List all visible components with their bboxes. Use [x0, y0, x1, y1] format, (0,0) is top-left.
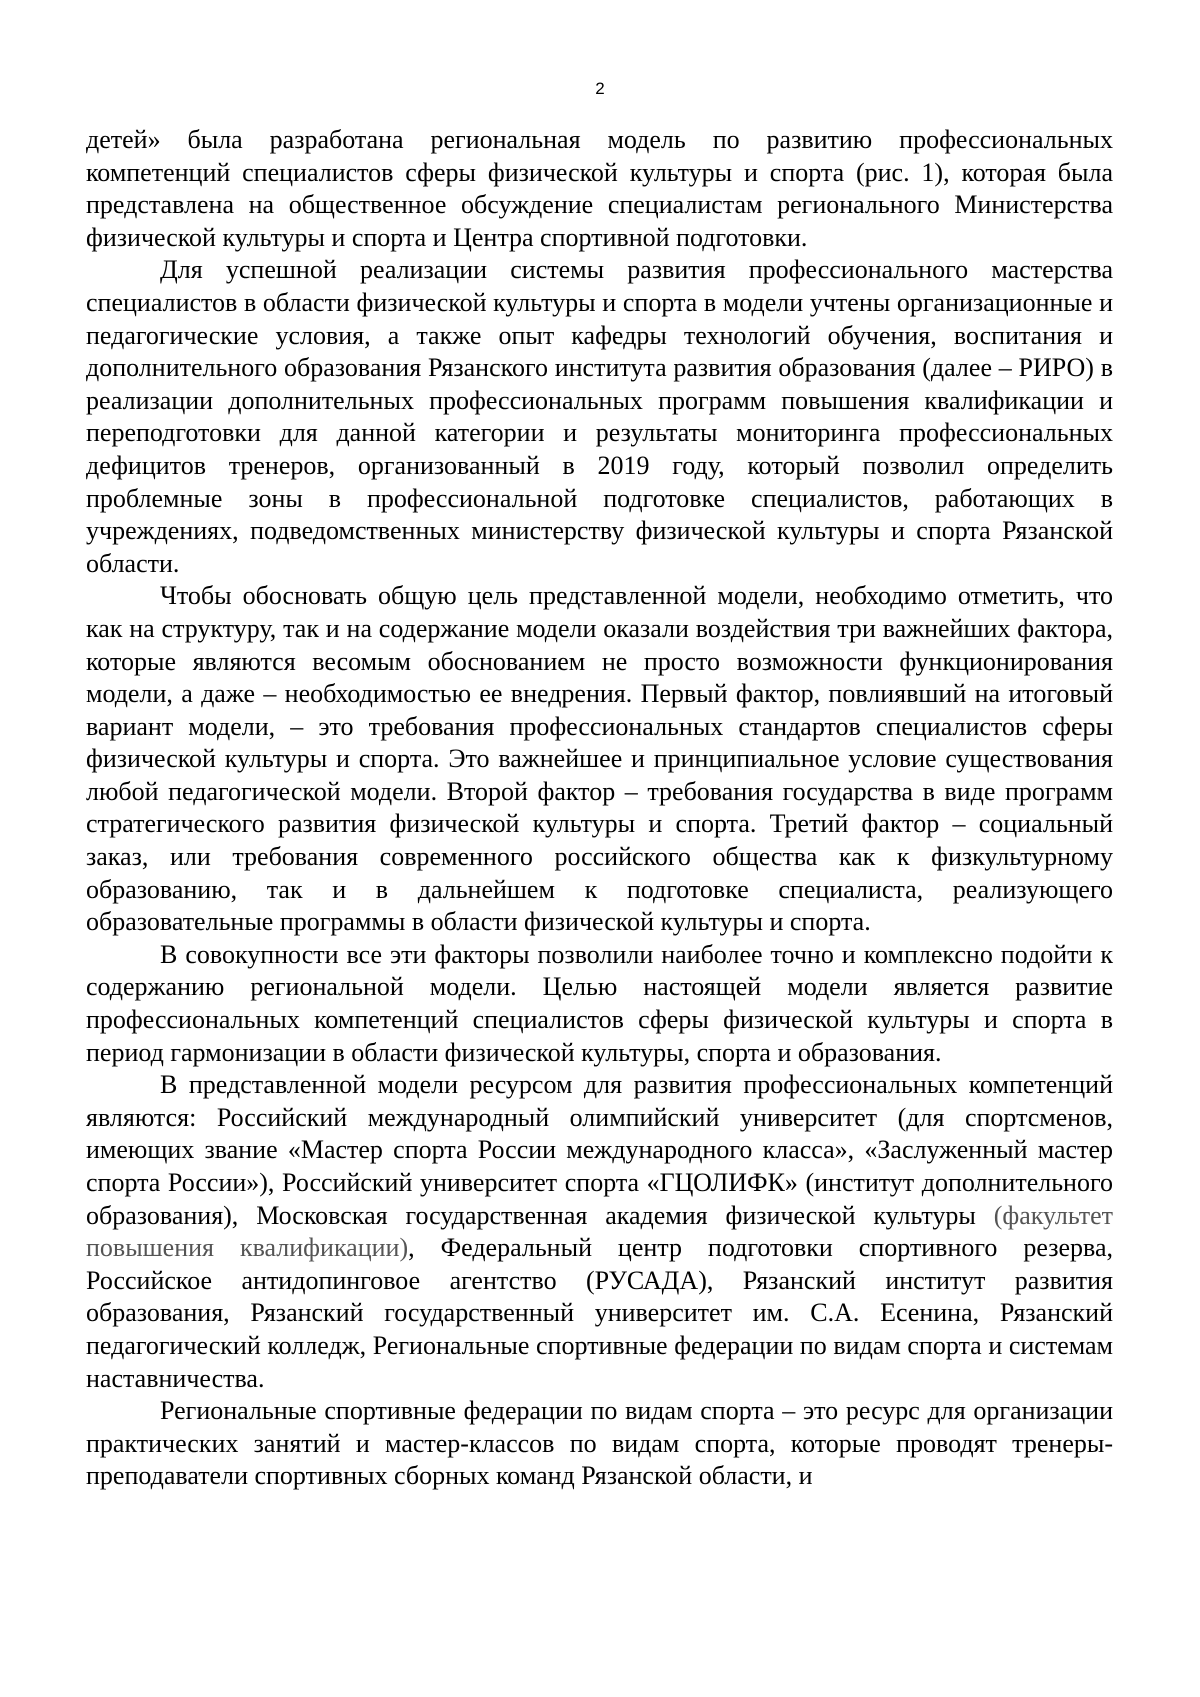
paragraph-goal: В совокупности все эти факторы позволили наиболее точно и комплексно подойти к содержанию региональной модели. Целью настоящей модели является развитие профессиональных компетенций специалистов сферы физической культуры и спорта в период гармонизации в области физической культуры, спорта и образования.	[86, 939, 1113, 1067]
paragraph-continuation: детей» была разработана региональная модель по развитию профессиональных компетенций специалистов сферы физической культуры и спорта (рис. 1), которая была представлена на общественное обсуждение специалистам регионального Министерства физической культуры и спорта и Центра спортивной подготовки.	[86, 125, 1113, 252]
resources-text-faculty: (факультет повышения квалификации)	[86, 1200, 1113, 1263]
paragraph-federations: Региональные спортивные федерации по видам спорта – это ресурс для организации практических занятий и мастер-классов по видам спорта, которые проводят тренеры-преподаватели спортивных сборных команд Рязанской области, и	[86, 1396, 1113, 1491]
paragraph-conditions: Для успешной реализации системы развития профессионального мастерства специалистов в области физической культуры и спорта в модели учтены организационные и педагогические условия, а также опыт кафедры технологий обучения, воспитания и дополнительного образования Рязанского института развития образования (далее – РИРО) в реализации дополнительных профессиональных программ повышения квалификации и переподготовки для данной категории и результаты мониторинга профессиональных дефицитов тренеров, организованный в 2019 году, который позволил определить проблемные зоны в профессиональной подготовке специалистов, работающих в учреждениях, подведомственных министерству физической культуры и спорта Рязанской области.	[86, 255, 1113, 578]
page-number: 2	[595, 79, 605, 98]
resources-text-part-1: В представленной модели ресурсом для развития профессиональных компетенций являются: Российский международный олимпийский университет (для спортсменов, имеющих звание «Мастер спорта России международного класса», «Заслуженный мастер спорта России»), Российский университет спорта «ГЦОЛИФК» (институт дополнительного образования), Московская государственная академия физической культуры	[86, 1070, 1113, 1230]
paragraph-factors: Чтобы обосновать общую цель представленной модели, необходимо отметить, что как на структуру, так и на содержание модели оказали воздействия три важнейших фактора, которые являются весомым обоснованием не просто возможности функционирования модели, а даже – необходимостью ее внедрения. Первый фактор, повлиявший на итоговый вариант модели, – это требования профессиональных стандартов специалистов сферы физической культуры и спорта. Это важнейшее и принципиальное условие существования любой педагогической модели. Второй фактор – требования государства в виде программ стратегического развития физической культуры и спорта. Третий фактор – социальный заказ, или требования современного российского общества как к физкультурному образованию, так и в дальнейшем к подготовке специалиста, реализующего образовательные программы в области физической культуры и спорта.	[86, 581, 1113, 937]
resources-text-part-2: , Федеральный центр подготовки спортивного резерва, Российское антидопинговое агентство (РУСАДА), Рязанский институт развития образования, Рязанский государственный университет им. С.А. Есенина, Рязанский педагогический колледж, Региональные спортивные федерации по видам спорта и системам наставничества.	[86, 1233, 1113, 1393]
body-text	[86, 124, 1113, 1493]
paragraph-resources	[86, 1069, 1113, 1395]
